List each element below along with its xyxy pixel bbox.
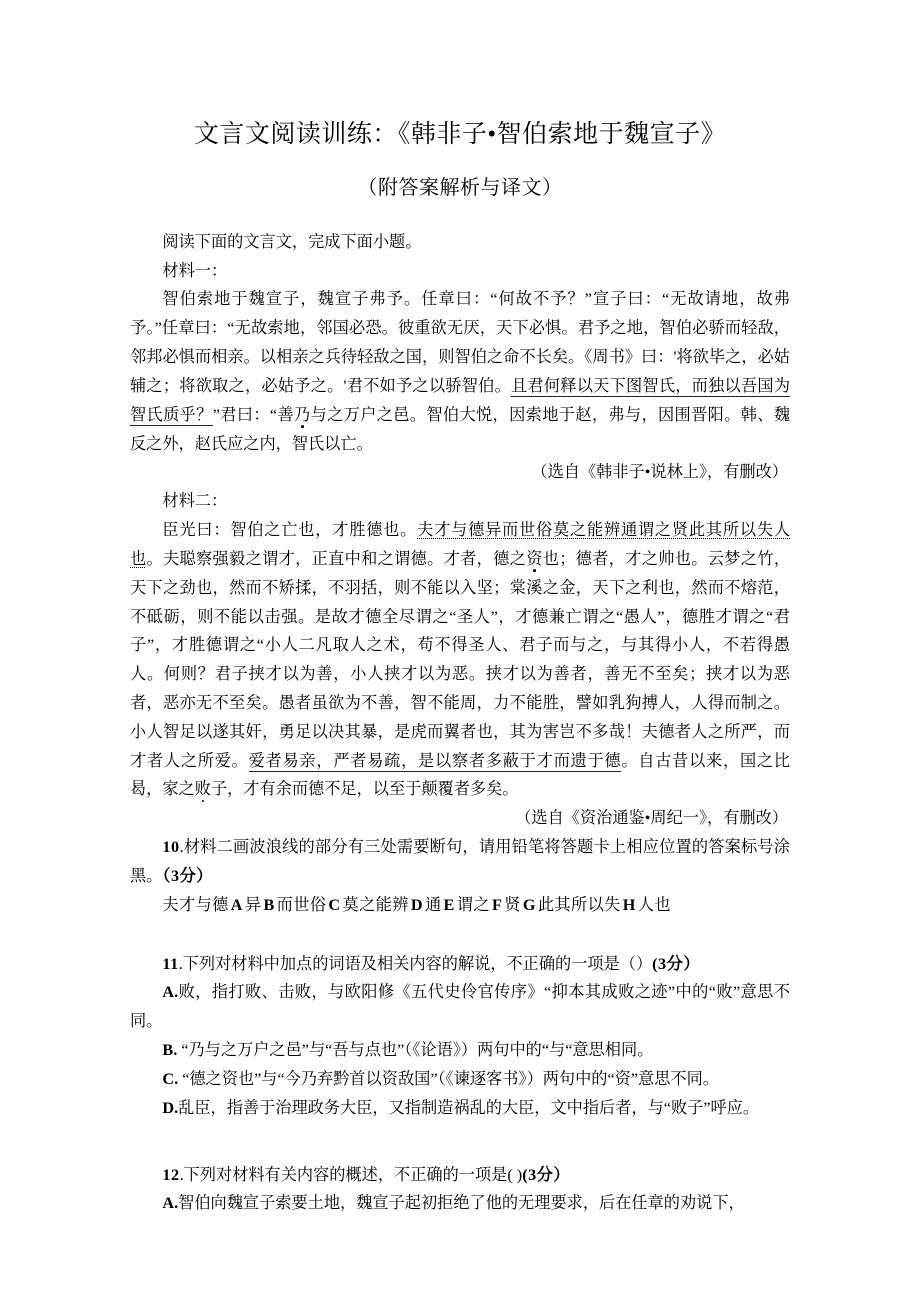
question-10-stem-text: .材料二画波浪线的部分有三处需要断句，请用铅笔将答题卡上相应位置的答案标号涂黑。 — [130, 838, 790, 885]
question-10 — [130, 833, 790, 919]
question-11-option-c[interactable] — [130, 1065, 790, 1094]
option-d-letter: D. — [162, 1098, 179, 1117]
option-c-letter: C. — [162, 1069, 179, 1088]
material-one-part3: 与之万户之邑。智伯大悦，因索地于赵，弗与，因围晋阳。韩、魏反之外，赵氏应之内，智氏以亡。 — [130, 405, 791, 453]
option-b-text: “乃与之万户之邑”与“吾与点也”（《论语》）两句中的“与“意思相同。 — [177, 1041, 654, 1060]
question-11-stem-text: .下列对材料中加点的词语及相关内容的解说，不正确的一项是（） — [178, 954, 653, 973]
seq-letter-a[interactable]: A — [230, 895, 243, 914]
material-two-label: 材料二： — [162, 492, 228, 511]
question-11 — [130, 950, 790, 1123]
source-citation-one: （选自《韩非子•说林上》，有删改） — [531, 463, 788, 482]
option-d-text: 乱臣，指善于治理政务大臣，又指制造祸乱的大臣，文中指后者，与“败子”呼应。 — [178, 1098, 760, 1117]
seq-seg-5: 谓之 — [456, 895, 490, 914]
question-12-stem — [130, 1161, 790, 1190]
seq-letter-f[interactable]: F — [491, 895, 503, 914]
question-10-points: （3分） — [162, 866, 213, 885]
question-11-stem — [130, 950, 790, 979]
seq-seg-6: 贤 — [504, 895, 521, 914]
material-one-text — [130, 285, 790, 458]
option-c-text: “德之资也”与“今乃弃黔首以资敌国”（《谏逐客书》）两句中的“资”意思不同。 — [178, 1069, 719, 1088]
option-a-letter: A. — [162, 983, 179, 1002]
question-10-number: 10 — [162, 838, 180, 857]
question-11-option-d[interactable] — [130, 1094, 790, 1123]
seq-seg-4: 通 — [424, 895, 442, 914]
seq-letter-e[interactable]: E — [443, 895, 455, 914]
seq-letter-d[interactable]: D — [410, 895, 423, 914]
page-subtitle: （附答案解析与译文） — [357, 176, 563, 199]
question-10-sequence — [130, 891, 790, 920]
seq-letter-b[interactable]: B — [263, 895, 275, 914]
question-10-stem — [130, 833, 790, 891]
material-one-underlined: 且君何释以天下图智氏，而独以吾国为智氏质乎？ — [130, 376, 791, 424]
seq-letter-h[interactable]: H — [622, 895, 636, 914]
material-two-part1: 臣光曰：智伯之亡也，才胜德也。 — [162, 521, 418, 540]
seq-seg-1: 异 — [244, 895, 262, 914]
option-a-text: 败，指打败、击败，与欧阳修《五代史伶官传序》“抑本其成败之迹”中的“败”意思不同。 — [130, 983, 790, 1031]
seq-letter-g[interactable]: G — [522, 895, 536, 914]
q12-option-a-text: 智伯向魏宣子索要土地，魏宣子起初拒绝了他的无理要求，后在任章的劝说下， — [178, 1194, 745, 1213]
question-11-number: 11 — [162, 954, 179, 973]
question-12 — [130, 1161, 790, 1219]
dotted-word-zi: 资 — [526, 549, 543, 568]
seq-seg-2: 而世俗 — [276, 895, 327, 914]
material-two-wavy-underlined: 夫才与德异而世俗莫之能辨通谓之贤此其所以失人也 — [130, 521, 791, 568]
material-two-text — [130, 516, 790, 804]
question-12-stem-text: .下列对材料有关内容的概述，不正确的一项是( ) — [179, 1165, 523, 1184]
material-two-part5: 子，才有余而德不足，以至于颠覆者多矣。 — [210, 780, 519, 799]
seq-seg-7: 此其所以失 — [537, 895, 621, 914]
question-11-points: (3分） — [652, 954, 701, 973]
material-two-underlined: 爱者易亲，严者易疏，是以察者多蔽于才而遗于德 — [248, 751, 622, 770]
question-11-option-b[interactable] — [130, 1036, 790, 1065]
option-b-letter: B. — [162, 1041, 178, 1060]
document-content — [130, 0, 790, 1218]
intro-line: 阅读下面的文言文，完成下面小题。 — [162, 232, 422, 251]
question-12-number: 12 — [162, 1165, 180, 1184]
source-citation-two: （选自《资治通鉴•周纪一》，有删改） — [515, 809, 788, 828]
passage-body — [130, 228, 790, 833]
material-two-part3: 也；德者，才之帅也。云梦之竹，天下之劲也，然而不矫揉，不羽括，则不能以入坚；棠溪之金，天下之利也，然而不熔范，不砥砺，则不能以击强。是故才德全尽谓之“圣人”，才德兼亡谓之“愚人”，德胜才谓之“君子”，才胜德谓之“小人二凡取人之术，苟不得圣人、君子而与之，与其得小人，不若得愚人。何则？君子挟才以为善，小人挟才以为恶。挟才以为善者，善无不至矣；挟才以为恶者，恶亦无不至矣。愚者虽欲为不善，智不能周，力不能胜，譬如乳狗搏人，人得而制之。小人智足以遂其奸，勇足以决其暴，是虎而翼者也，其为害岂不多哉！夫德者人之所严，而才者人之所爱。 — [130, 549, 791, 770]
seq-seg-3: 莫之能辨 — [342, 895, 409, 914]
material-two-part2: 。夫聪察强毅之谓才，正直中和之谓德。才者，德之 — [146, 549, 527, 568]
question-12-option-a[interactable] — [130, 1189, 790, 1218]
dotted-word-bai: 败 — [194, 780, 211, 799]
material-one-part1: 智伯索地于魏宣子，魏宣子弗予。任章曰：“何故不予？”宣子曰：“无故请地，故弗予。”任章曰：“无故索地，邻国必恐。彼重欲无厌，天下必惧。君予之地，智伯必骄而轻敌，邻邦必惧而相亲。以相亲之兵待轻敌之国，则智伯之命不长矣。《周书》曰：'将欲毕之，必姑辅之；将欲取之，必姑予之。'君不如予之以骄智伯。 — [130, 290, 790, 395]
q12-option-a-letter: A. — [162, 1194, 179, 1213]
seq-seg-8: 人也 — [637, 895, 671, 914]
seq-letter-c[interactable]: C — [328, 895, 341, 914]
material-two-part4: 。自古昔以来，国之比曷，家之 — [130, 751, 791, 799]
material-one-label: 材料一： — [162, 261, 228, 280]
dotted-word-nai: 乃 — [294, 405, 311, 424]
seq-seg-0: 夫才与德 — [162, 895, 229, 914]
page-title: 文言文阅读训练：《韩非子•智伯索地于魏宣子》 — [193, 121, 727, 148]
material-one-part2: ”君曰：“善 — [212, 405, 295, 424]
question-12-points: (3分） — [522, 1165, 571, 1184]
question-11-option-a[interactable] — [130, 978, 790, 1036]
